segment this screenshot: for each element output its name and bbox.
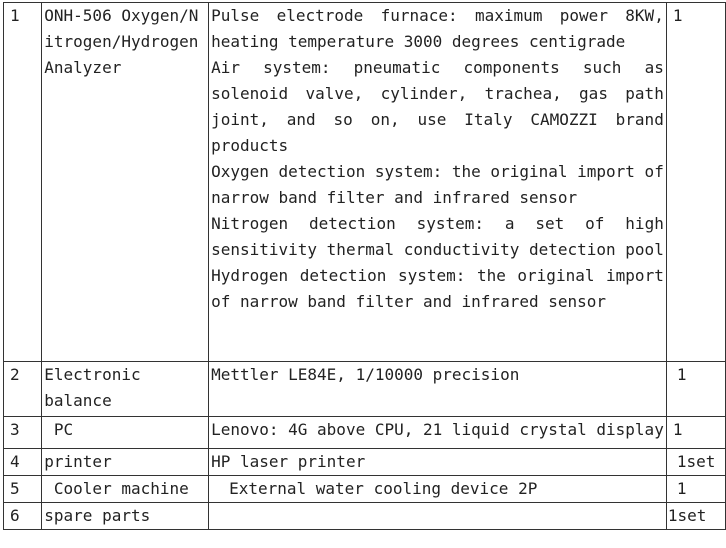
item-specification: Mettler LE84E, 1/10000 precision — [209, 362, 667, 417]
table-row — [4, 362, 726, 417]
item-number: 4 — [4, 449, 42, 476]
table-row — [4, 3, 726, 362]
item-specification — [209, 503, 667, 530]
item-number: 5 — [4, 476, 42, 503]
item-name: Cooler machine — [42, 476, 209, 503]
item-name: printer — [42, 449, 209, 476]
spec-line-furnace: Pulse electrode furnace: maximum power 8KW, heating temperature 3000 degrees centigrade — [211, 6, 664, 51]
spec-line-oxygen-detection: Oxygen detection system: the original import of narrow band filter and infrared sensor — [211, 162, 664, 207]
spec-line-hydrogen-detection: Hydrogen detection system: the original import of narrow band filter and infrared sensor — [211, 266, 664, 311]
item-specification: HP laser printer — [209, 449, 667, 476]
table-row — [4, 417, 726, 449]
spec-line-nitrogen-detection: Nitrogen detection system: a set of high sensitivity thermal conductivity detection pool — [211, 214, 664, 259]
item-name: spare parts — [42, 503, 209, 530]
table-row — [4, 503, 726, 530]
item-specification: Lenovo: 4G above CPU, 21 liquid crystal display — [209, 417, 667, 449]
item-name: PC — [42, 417, 209, 449]
spec-line-air-system: Air system: pneumatic components such as solenoid valve, cylinder, trachea, gas path joint, and so on, use Italy CAMOZZI brand products — [211, 58, 664, 155]
item-number: 1 — [4, 3, 42, 362]
item-number: 3 — [4, 417, 42, 449]
table-row — [4, 476, 726, 503]
item-specification: External water cooling device 2P — [209, 476, 667, 503]
item-name: Electronic balance — [42, 362, 209, 417]
item-quantity: 1 — [666, 362, 725, 417]
item-quantity: 1 — [666, 417, 725, 449]
item-quantity: 1set — [666, 449, 725, 476]
equipment-list-table — [3, 2, 726, 530]
item-quantity: 1 — [666, 476, 725, 503]
item-quantity: 1set — [666, 503, 725, 530]
item-number: 6 — [4, 503, 42, 530]
table-row — [4, 449, 726, 476]
item-number: 2 — [4, 362, 42, 417]
item-specification — [209, 3, 667, 362]
item-quantity: 1 — [666, 3, 725, 362]
item-name: ONH-506 Oxygen/Nitrogen/Hydrogen Analyzer — [42, 3, 209, 362]
